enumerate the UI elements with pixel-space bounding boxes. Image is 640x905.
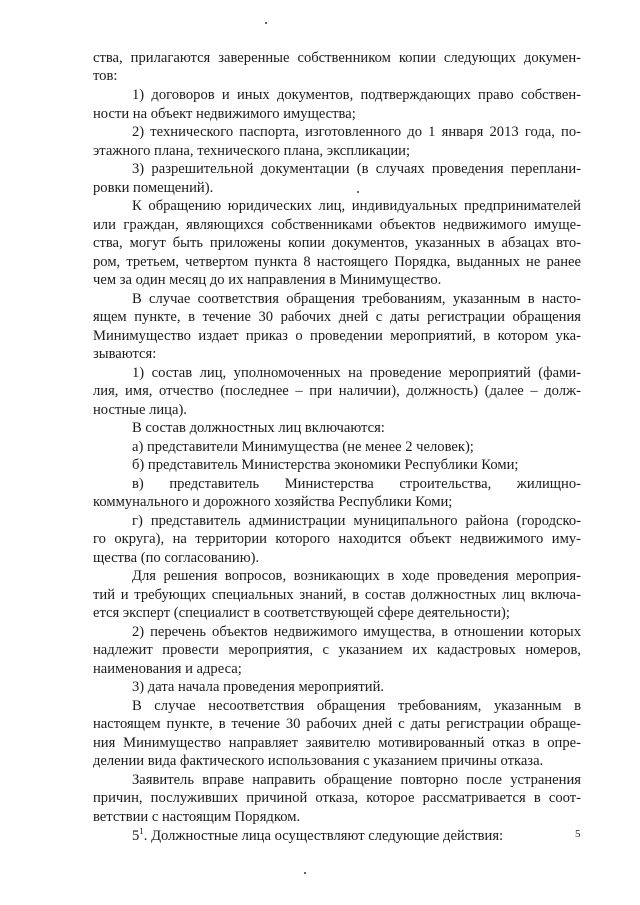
text-line: или граждан, являющихся собственниками объектов недвижимого имуще- [93,217,581,233]
text-line: щества (по согласованию). [93,550,260,566]
section-heading-line [132,828,581,845]
scan-speck [357,191,359,193]
text-line: наименования и адреса; [93,661,242,677]
text-line: ства, прилагаются заверенные собственником копии следующих докумен- [93,50,581,66]
text-line: ровки помещений). [93,180,214,196]
text-line: В состав должностных лиц включаются: [132,420,385,436]
text-line: ния Минимущество направляет заявителю мотивированный отказ в опре- [93,735,581,751]
text-line: 2) перечень объектов недвижимого имущества, в отношении которых [132,624,581,640]
text-line: г) представитель администрации муниципального района (городско- [132,513,581,529]
text-line: В случае соответствия обращения требованиям, указанным в насто- [132,291,581,307]
text-line: 2) технического паспорта, изготовленного до 1 января 2013 года, по- [132,124,581,140]
text-line: ящем пункте, в течение 30 рабочих дней с даты регистрации обращения [93,309,581,325]
text-line: тий и требующих специальных знаний, в состав должностных лиц включа- [93,587,581,603]
text-line: тов: [93,68,118,84]
text-line: лия, имя, отчество (последнее – при наличии), должность) (далее – долж- [93,383,581,399]
scan-speck [265,22,267,24]
text-line: ства, могут быть приложены копии документов, указанных в абзацах вто- [93,235,581,251]
text-line: чем за один месяц до их направления в Минимущество. [93,272,442,288]
text-line: этажного плана, технического плана, экспликации; [93,143,411,159]
text-line: ром, третьем, четвертом пункта 8 настоящего Порядка, выданных не ранее [93,254,581,270]
text-line: делении вида фактического использования с указанием причины отказа. [93,753,544,769]
text-line: б) представитель Министерства экономики Республики Коми; [132,457,519,473]
text-line: ется эксперт (специалист в соответствующей сфере деятельности); [93,605,510,621]
text-line: 1) состав лиц, уполномоченных на проведение мероприятий (фами- [132,365,581,381]
text-line: зываются: [93,346,157,362]
text-line: коммунального и дорожного хозяйства Республики Коми; [93,494,453,510]
scan-speck [304,872,306,874]
text-line: Минимущество издает приказ о проведении мероприятий, в котором ука- [93,328,581,344]
text-line: 1) договоров и иных документов, подтверждающих право собствен- [132,87,581,103]
text-line: В случае несоответствия обращения требованиям, указанным в [132,698,581,714]
text-line: ности на объект недвижимого имущества; [93,106,356,122]
text-line: 3) дата начала проведения мероприятий. [132,679,385,695]
text-line: Для решения вопросов, возникающих в ходе проведения мероприя- [132,568,581,584]
section-number: 5 [132,828,140,844]
section-superscript: 1 [139,828,144,837]
text-line: ностные лица). [93,402,187,418]
text-line: го округа), на территории которого находится объект недвижимого иму- [93,531,581,547]
text-line: в) представитель Министерства строительства, жилищно- [132,476,581,492]
page-number: 5 [575,828,581,840]
text-line: К обращению юридических лиц, индивидуальных предпринимателей [132,198,581,214]
section-text: . Должностные лица осуществляют следующие действия: [143,828,504,844]
text-line: ветствии с настоящим Порядком. [93,809,301,825]
text-line: а) представители Минимущества (не менее 2 человек); [132,439,474,455]
text-line: Заявитель вправе направить обращение повторно после устранения [132,772,581,788]
text-line: причин, послуживших причиной отказа, которое рассматривается в соот- [93,790,581,806]
text-line: надлежит провести мероприятия, с указанием их кадастровых номеров, [93,642,581,658]
text-line: 3) разрешительной документации (в случаях проведения переплани- [132,161,581,177]
text-line: настоящем пункте, в течение 30 рабочих дней с даты регистрации обраще- [93,716,581,732]
